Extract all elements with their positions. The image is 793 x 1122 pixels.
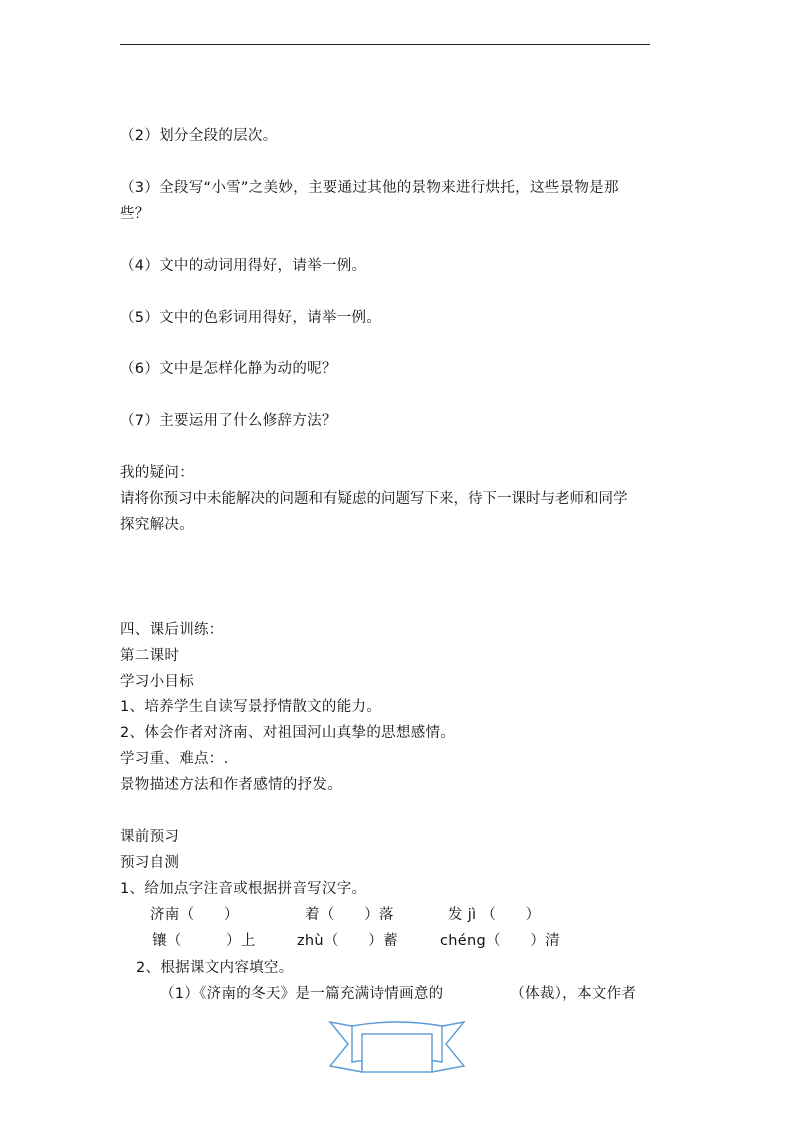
pinyin-item-faji: 发 jì （ ） [448,907,541,923]
question-2: （2）划分全段的层次。 [120,128,278,144]
question-6: （6）文中是怎样化静为动的呢？ [120,361,337,377]
preview-heading: 课前预习 [120,829,180,845]
section-4-heading: 四、课后训练： [120,622,224,638]
doubts-text-line-1: 请将你预习中未能解决的问题和有疑虑的问题写下来，待下一课时与老师和同学 [120,491,628,507]
task-1: 1、给加点字注音或根据拼音写汉字。 [120,881,367,897]
header-rule [120,44,650,45]
self-test-title: 预习自测 [120,855,180,871]
lesson-title: 第二课时 [120,648,180,664]
key-points-text: 景物描述方法和作者感情的抒发。 [120,777,342,793]
question-4: （4）文中的动词用得好，请举一例。 [120,258,367,274]
pinyin-item-jinan: 济南（ ） [150,907,239,923]
pinyin-item-zhuoluo: 着（ ）落 [305,907,394,923]
question-5: （5）文中的色彩词用得好，请举一例。 [120,310,382,326]
ribbon-banner [328,1016,466,1074]
goal-2: 2、体会作者对济南、对祖国河山真挚的思想感情。 [120,725,456,741]
pinyin-item-chengqing: chéng（ ）清 [440,933,560,949]
goals-title: 学习小目标 [120,674,194,690]
doubts-heading: 我的疑问： [120,465,194,481]
pinyin-item-xiangshang: 镶（ ）上 [152,933,256,949]
pinyin-item-zhuxu: zhù（ ）蓄 [297,933,398,949]
question-3-line-1: （3）全段写“小雪”之美妙，主要通过其他的景物来进行烘托，这些景物是那 [120,180,619,196]
doubts-text-line-2: 探究解决。 [120,517,194,533]
question-7: （7）主要运用了什么修辞方法？ [120,413,337,429]
task-2: 2、根据课文内容填空。 [136,960,294,976]
question-3-line-2: 些？ [120,206,150,222]
goal-1: 1、培养学生自读写景抒情散文的能力。 [120,699,382,715]
fill-blank-1: （1）《济南的冬天》是一篇充满诗情画意的 （体裁），本文作者 [160,986,637,1002]
key-points-title: 学习重、难点：. [120,751,229,767]
